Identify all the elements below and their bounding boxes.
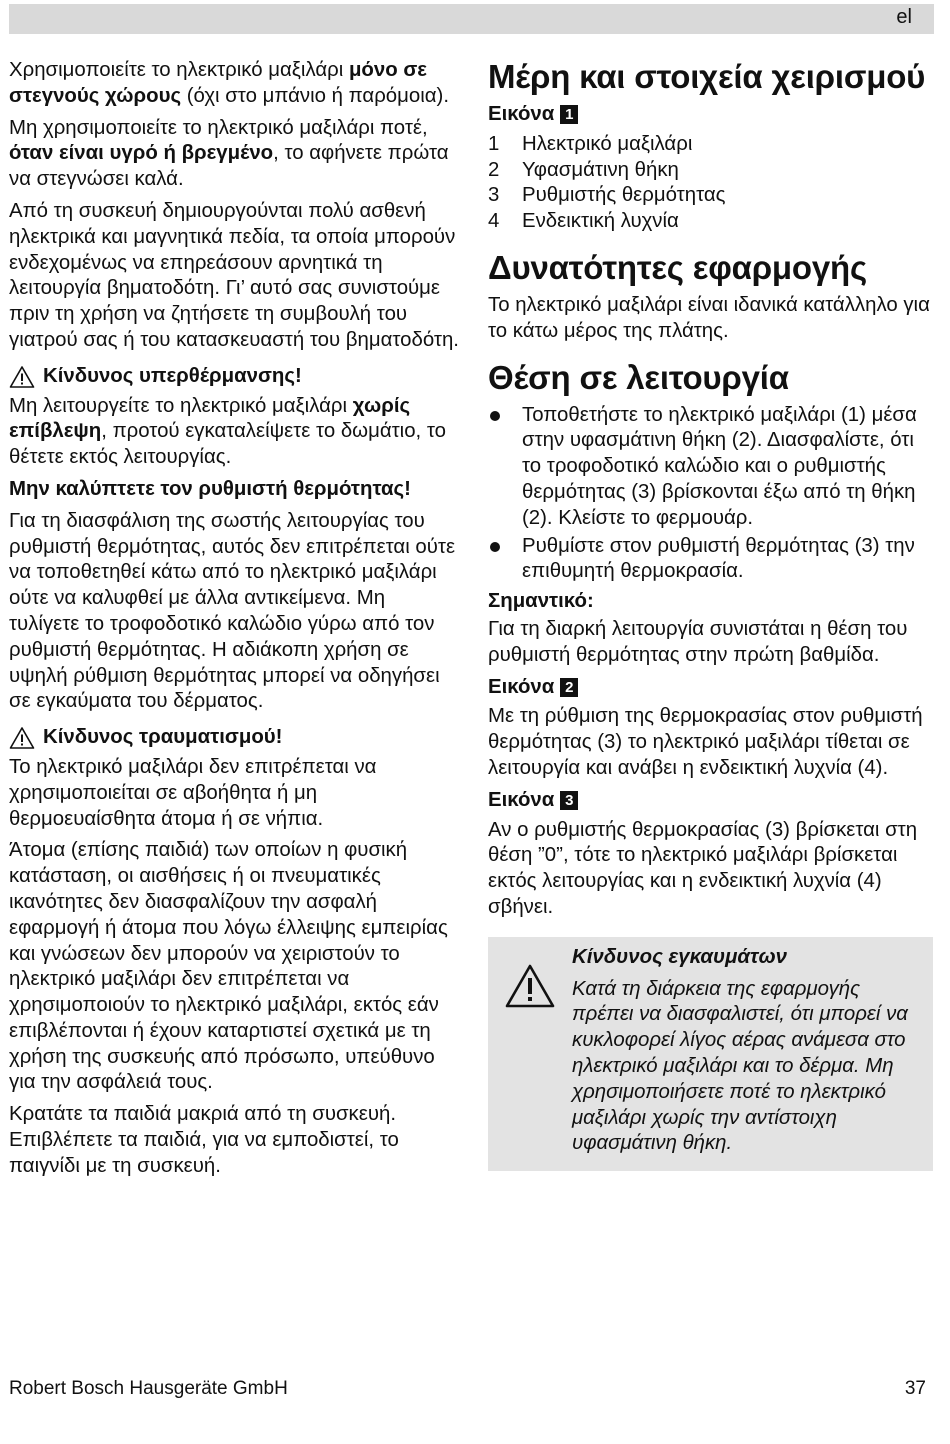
wet-paragraph: Μη χρησιμοποιείτε το ηλεκτρικό μαξιλάρι ποτέ, όταν είναι υγρό ή βρεγμένο, το αφήνετε πρώτα να στεγνώσει καλά. [9,116,449,191]
do-not-cover-notice: Μην καλύπτετε τον ρυθμιστή θερμότητας! [9,477,411,500]
controller-paragraph: Για τη διασφάλιση της σωστής λειτουργίας του ρυθμιστή θερμότητας, αυτός δεν επιτρέπεται ούτε να τοποθετηθεί κάτω από το ηλεκτρικό μαξιλάρι ούτε να καλυφθεί με άλλα αντικείμενα. Μη τυλίγετε το τροφοδοτικό καλώδιο γύρω από τον ρυθμιστή θερμότητας. Η αδιάκοπη χρήση σε υψηλή ρύθμιση θερμότητας μπορεί να οδηγήσει σε εγκαύματα του δέρματος. [9,509,456,713]
right-column [488,58,933,1171]
limited-abilities-paragraph: Άτομα (επίσης παιδιά) των οποίων η φυσική κατάσταση, οι αισθήσεις ή οι πνευματικές ικανότητες δεν διασφαλίζουν την ασφαλή εφαρμογή ή άτομα που λόγω έλλειψης εμπειρίας και γνώσεων δεν μπορούν να χειριστούν το ηλεκτρικό μαξιλάρι δεν επιτρέπεται να χρησιμοποιούν το ηλεκτρικό μαξιλάρι, εκτός εάν επιβλέπονται ή έχουν καταρτιστεί σχετικά με τη χρήση της συσκευής από πρόσωπο, υπεύθυνο για την ασφάλειά τους. [9,839,448,1094]
warning-triangle-icon [9,726,35,750]
parts-heading: Μέρη και στοιχεία χειρισμού [488,58,926,95]
supervision-paragraph: Μη λειτουργείτε το ηλεκτρικό μαξιλάρι χωρίς επίβλεψη, προτού εγκαταλείψετε το δωμάτιο, το θέτετε εκτός λειτουργίας. [9,394,446,469]
footer-company: Robert Bosch Hausgeräte GmbH [9,1378,288,1399]
pacemaker-paragraph: Από τη συσκευή δημιουργούνται πολύ ασθενή ηλεκτρικά και μαγνητικά πεδία, τα οποία μπορούν ενδεχομένως να επηρεάσουν αρνητικά τη λειτουργία βηματοδότη. Γι’ αυτό σας συνιστούμε πριν τη χρήση να ζητήσετε τη συμβουλή του γιατρού σας ή του κατασκευαστή του βηματοδότη. [9,199,459,351]
figure-1-label: Εικόνα 1 [488,102,933,128]
operation-steps [488,403,933,586]
list-item: 1 Ηλεκτρικό μαξιλάρι [488,132,693,155]
parts-list [488,132,933,235]
burn-warning-title: Κίνδυνος εγκαυμάτων [572,945,788,968]
helpless-persons-paragraph: Το ηλεκτρικό μαξιλάρι δεν επιτρέπεται να χρησιμοποιείται σε αβοήθητα ή μη θερμοευαίσθητα άτομα ή σε νήπια. [9,755,377,830]
list-item: Τοποθετήστε το ηλεκτρικό μαξιλάρι (1) μέσα στην υφασμάτινη θήκη (2). Διασφαλίστε, ότι το τροφοδοτικό καλώδιο και ο ρυθμιστής θερμότητας (3) βρίσκονται έξω από τη θήκη (2). Κλείστε το φερμουάρ. [488,403,933,532]
figure-number-badge: 3 [560,791,578,810]
page-number: 37 [904,1378,926,1399]
uses-paragraph: Το ηλεκτρικό μαξιλάρι είναι ιδανικά κατάλληλο για το κάτω μέρος της πλάτης. [488,293,930,342]
list-item: 3 Ρυθμιστής θερμότητας [488,184,726,207]
left-column [9,58,459,1186]
supervision-emphasis: χωρίς επίβλεψη [9,394,411,443]
figure-number-badge: 2 [560,678,578,697]
figure-3-label: Εικόνα 3 [488,788,933,814]
important-label: Σημαντικό: [488,590,594,613]
language-code: el [896,6,912,28]
operation-heading: Θέση σε λειτουργία [488,358,789,396]
warning-triangle-icon [504,963,556,1009]
list-item: 4 Ενδεικτική λυχνία [488,210,679,233]
figure-3-paragraph: Αν ο ρυθμιστής θερμοκρασίας (3) βρίσκεται στη θέση ”0”, τότε το ηλεκτρικό μαξιλάρι βρίσκεται εκτός λειτουργίας και η ενδεικτική λυχνία (4) σβήνει. [488,818,918,918]
wet-emphasis: όταν είναι υγρό ή βρεγμένο [9,142,274,165]
figure-2-paragraph: Με τη ρύθμιση της θερμοκρασίας στον ρυθμιστή θερμότητας (3) το ηλεκτρικό μαξιλάρι τίθεται σε λειτουργία και ανάβει η ενδεικτική λυχνία (4). [488,705,923,779]
uses-heading: Δυνατότητες εφαρμογής [488,248,867,286]
burn-warning-text: Κατά τη διάρκεια της εφαρμογής πρέπει να διασφαλιστεί, ότι μπορεί να κυκλοφορεί λίγος αέρας ανάμεσα στο ηλεκτρικό μαξιλάρι και το δέρμα. Μη χρησιμοποιήσετε ποτέ το ηλεκτρικό μαξιλάρι χωρίς την αντίστοιχη υφασμάτινη θήκη. [572,977,908,1155]
dry-rooms-paragraph: Χρησιμοποιείτε το ηλεκτρικό μαξιλάρι μόνο σε στεγνούς χώρους (όχι στο μπάνιο ή παρόμοια). [9,59,450,107]
header-bar [9,4,934,34]
figure-number-badge: 1 [560,105,578,124]
overheat-warning-title: Κίνδυνος υπερθέρμανσης! [43,364,302,387]
bullet-icon [488,534,522,586]
burn-warning-box [488,937,933,1171]
figure-2-label: Εικόνα 2 [488,675,933,701]
children-paragraph: Κρατάτε τα παιδιά μακριά από τη συσκευή. Επιβλέπετε τα παιδιά, για να εμποδιστεί, το παιγνίδι με τη συσκευή. [9,1103,399,1177]
list-item: Ρυθμίστε στον ρυθμιστή θερμότητας (3) την επιθυμητή θερμοκρασία. [488,534,933,586]
injury-warning-title: Κίνδυνος τραυματισμού! [43,726,283,749]
warning-triangle-icon [9,365,35,389]
overheat-warning-heading [9,364,459,390]
list-item: 2 Υφασμάτινη θήκη [488,158,679,181]
dry-rooms-emphasis: μόνο σε στεγνούς χώρους [9,59,427,107]
important-paragraph: Για τη διαρκή λειτουργία συνιστάται η θέση του ρυθμιστή θερμότητας στην πρώτη βαθμίδα. [488,617,908,666]
bullet-icon [488,403,522,532]
injury-warning-heading [9,725,459,751]
